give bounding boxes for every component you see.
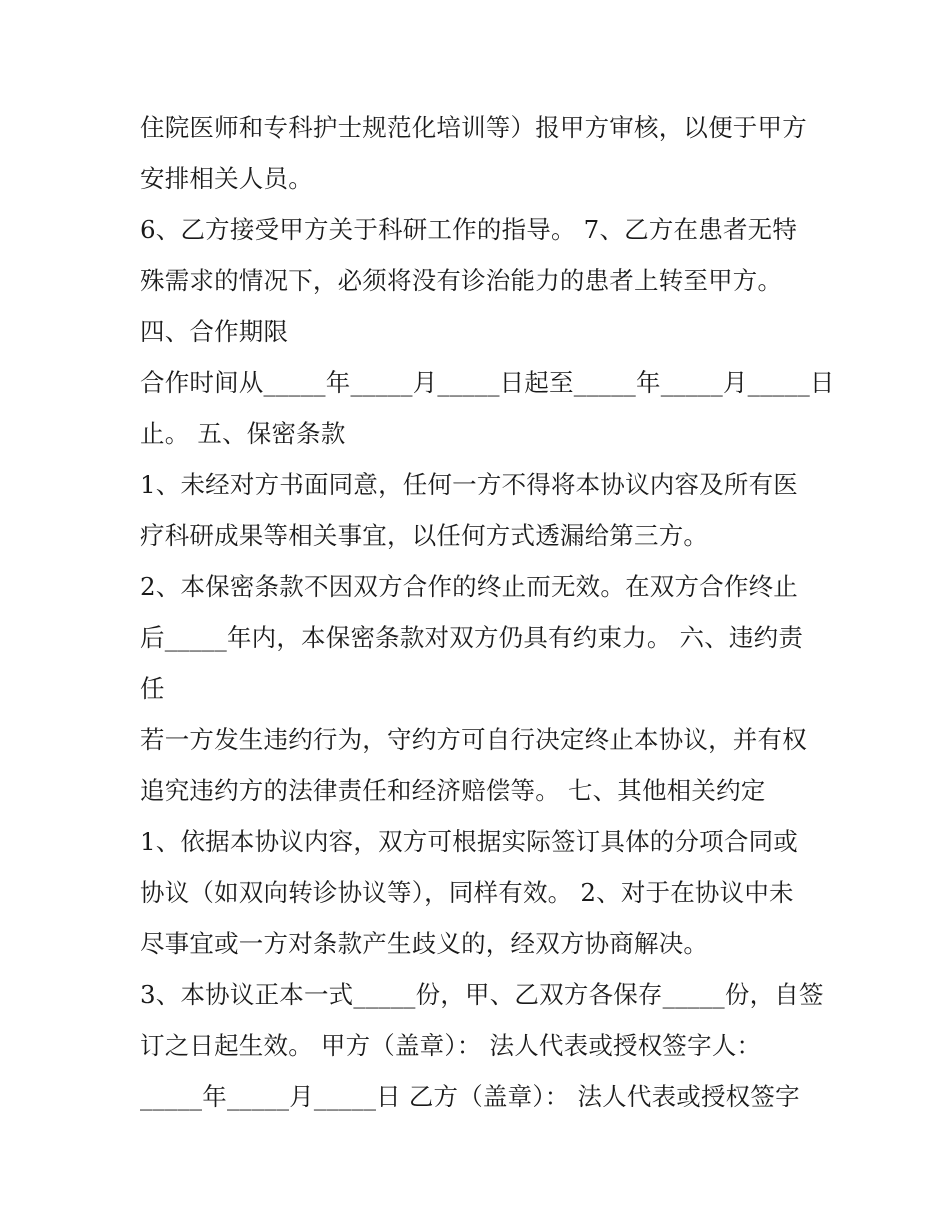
text-line-15: 1、依据本协议内容，双方可根据实际签订具体的分项合同或 [140, 827, 798, 856]
text-line-20: _____年_____月_____日 乙方（盖章）： 法人代表或授权签字 [140, 1082, 800, 1111]
text-line-8: 1、未经对方书面同意，任何一方不得将本协议内容及所有医 [140, 470, 798, 499]
text-line-6: 合作时间从_____年_____月_____日起至_____年_____月_____日 [140, 368, 835, 397]
text-line-18: 3、本协议正本一式_____份，甲、乙双方各保存_____份，自签 [140, 980, 824, 1009]
text-line-7: 止。 五、保密条款 [140, 419, 346, 448]
text-line-9: 疗科研成果等相关事宜，以任何方式透漏给第三方。 [140, 521, 709, 550]
section-heading-term: 四、合作期限 [140, 317, 289, 346]
text-line-19: 订之日起生效。 甲方（盖章）： 法人代表或授权签字人： [140, 1031, 762, 1060]
text-line-14: 追究违约方的法律责任和经济赔偿等。 七、其他相关约定 [140, 776, 766, 805]
text-line-1: 住院医师和专科护士规范化培训等）报甲方审核，以便于甲方 [140, 113, 807, 142]
text-line-17: 尽事宜或一方对条款产生歧义的，经双方协商解决。 [140, 929, 709, 958]
text-line-4: 殊需求的情况下，必须将没有诊治能力的患者上转至甲方。 [140, 266, 783, 295]
text-line-13: 若一方发生违约行为，守约方可自行决定终止本协议，并有权 [140, 725, 807, 754]
text-line-11: 后_____年内，本保密条款对双方仍具有约束力。 六、违约责 [140, 623, 804, 652]
text-line-12: 任 [140, 674, 165, 703]
text-line-10: 2、本保密条款不因双方合作的终止而无效。在双方合作终止 [140, 572, 798, 601]
text-line-2: 安排相关人员。 [140, 164, 313, 193]
text-line-3: 6、乙方接受甲方关于科研工作的指导。 7、乙方在患者无特 [140, 215, 798, 244]
text-line-16: 协议（如双向转诊协议等），同样有效。 2、对于在协议中未 [140, 878, 794, 907]
